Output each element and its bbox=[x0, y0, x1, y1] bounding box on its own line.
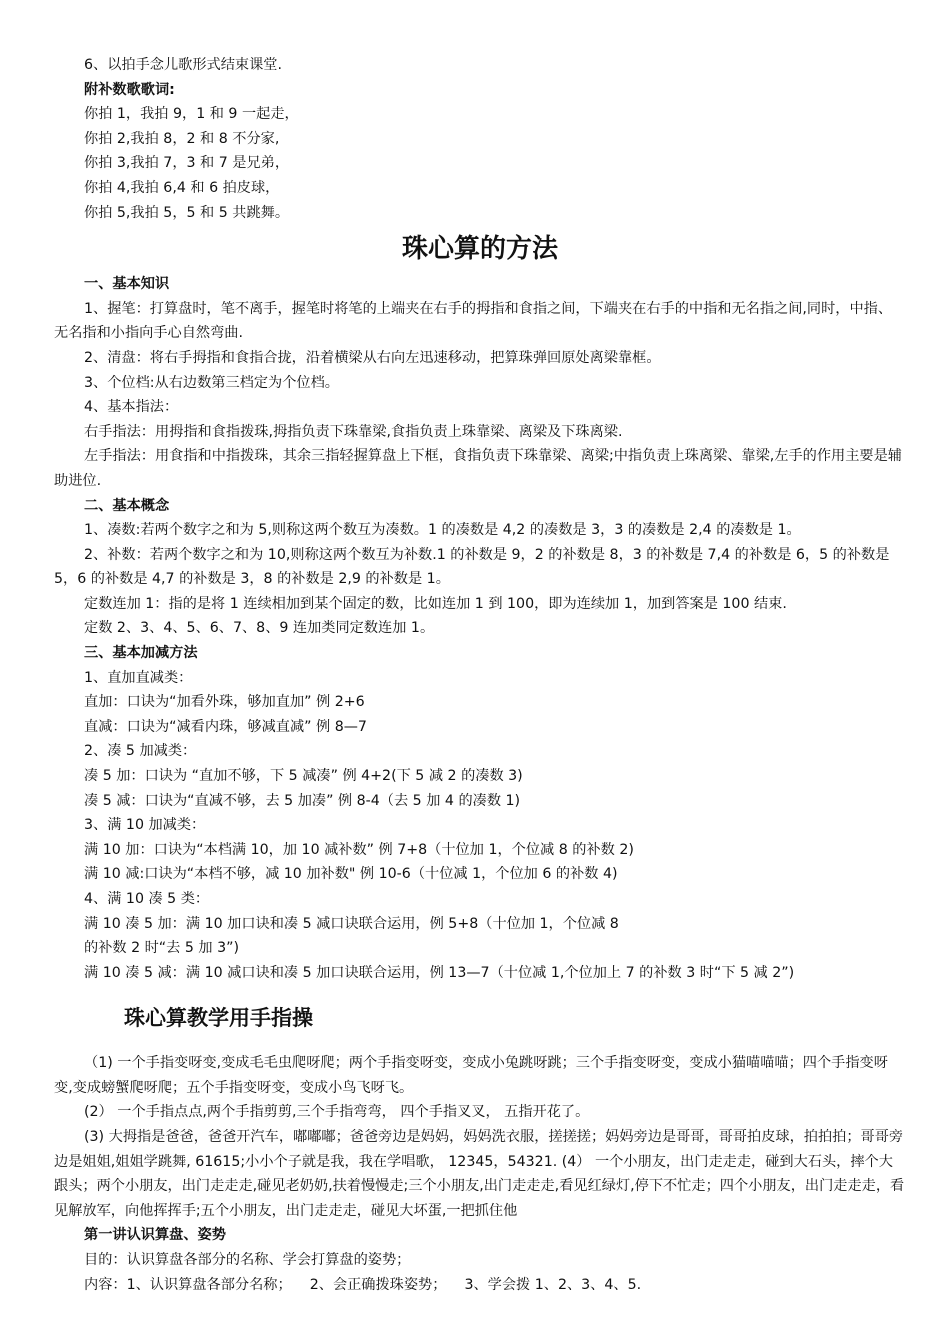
paragraph-fingering: 4、基本指法： bbox=[84, 399, 179, 416]
main-title: 珠心算的方法 bbox=[401, 234, 558, 265]
paragraph-right-hand: 右手指法：用拇指和食指拨珠,拇指负责下珠靠梁,食指负责上珠靠梁、离梁及下珠离梁. bbox=[84, 423, 623, 440]
paragraph-unit-rod: 3、个位档:从右边数第三档定为个位档。 bbox=[84, 374, 339, 391]
lecture-content: 内容：1、认识算盘各部分名称； 2、会正确拨珠姿势； 3、学会拨 1、2、3、4、5. bbox=[84, 1276, 642, 1293]
section-heading-methods: 三、基本加减方法 bbox=[84, 645, 198, 662]
method-line: 的补数 2 时“去 5 加 3”) bbox=[84, 940, 239, 957]
document-page bbox=[54, 53, 906, 1297]
closing-step: 6、以拍手念儿歌形式结束课堂. bbox=[84, 57, 282, 73]
method-line: 满 10 凑 5 加：满 10 加口诀和凑 5 减口诀联合运用，例 5+8（十位加 1，个位减 8 bbox=[84, 915, 619, 932]
finger-paragraph-3: (3) 大拇指是爸爸，爸爸开汽车，嘟嘟嘟；爸爸旁边是妈妈，妈妈洗衣服，搓搓搓；妈妈旁边是哥哥，哥哥拍皮球，拍拍拍；哥哥旁边是姐姐,姐姐学跳舞, 61615;小小个子就是我，我在学唱歌， 12345，54321. (4） 一个小朋友，出门走走走，碰到大石头，摔个大跟头；两个小朋友，出门走走走,碰见老奶奶,扶着慢慢走;三个小朋友,出门走走走,看见红绿灯,停下不忙走；四个小朋友，出门走走走，看见解放军，向他挥挥手;五个小朋友，出门走走走，碰见大坏蛋,一把抓住他 bbox=[54, 1129, 905, 1219]
section-heading-concepts: 二、基本概念 bbox=[84, 497, 170, 514]
song-line: 你拍 3,我拍 7，3 和 7 是兄弟， bbox=[84, 155, 290, 172]
method-line: 直减：口诀为“减看内珠，够减直减” 例 8—7 bbox=[84, 718, 367, 735]
method-line: 2、凑 5 加减类： bbox=[84, 743, 197, 760]
method-line: 满 10 加：口诀为“本档满 10，加 10 减补数” 例 7+8（十位加 1，个位减 8 的补数 2) bbox=[84, 841, 634, 858]
method-line: 3、满 10 加减类： bbox=[84, 817, 206, 834]
lecture-goal: 目的：认识算盘各部分的名称、学会打算盘的姿势； bbox=[84, 1251, 411, 1268]
song-line: 你拍 4,我拍 6,4 和 6 拍皮球， bbox=[84, 179, 280, 196]
paragraph-complement-5: 1、凑数:若两个数字之和为 5,则称这两个数互为凑数。1 的凑数是 4,2 的凑数是 3，3 的凑数是 2,4 的凑数是 1。 bbox=[84, 522, 801, 539]
method-line: 满 10 凑 5 减：满 10 减口诀和凑 5 加口诀联合运用，例 13—7（十位减 1,个位加上 7 的补数 3 时“下 5 减 2”) bbox=[84, 964, 795, 981]
song-line: 你拍 1，我拍 9，1 和 9 一起走， bbox=[84, 106, 299, 123]
method-line: 凑 5 加：口诀为 “直加不够，下 5 减凑” 例 4+2(下 5 减 2 的凑数 3) bbox=[84, 768, 523, 785]
method-line: 1、直加直减类： bbox=[84, 669, 193, 686]
method-line: 直加：口诀为“加看外珠，够加直加” 例 2+6 bbox=[84, 694, 365, 711]
paragraph-left-hand: 左手指法：用食指和中指拨珠，其余三指轻握算盘上下框，食指负责下珠靠梁、离梁;中指负责上珠离梁、靠梁,左手的作用主要是辅助进位. bbox=[54, 448, 902, 489]
song-line: 你拍 2,我拍 8，2 和 8 不分家, bbox=[84, 130, 280, 147]
paragraph-pen-grip: 1、握笔：打算盘时，笔不离手，握笔时将笔的上端夹在右手的拇指和食指之间，下端夹在右手的中指和无名指之间,同时，中指、无名指和小指向手心自然弯曲. bbox=[54, 300, 893, 342]
method-line: 凑 5 减：口诀为“直减不够，去 5 加凑” 例 8-4（去 5 加 4 的凑数 1) bbox=[84, 792, 521, 809]
method-line: 4、满 10 凑 5 类： bbox=[84, 891, 210, 907]
finger-paragraph-2: (2） 一个手指点点,两个手指剪剪,三个手指弯弯， 四个手指叉叉， 五指开花了。 bbox=[84, 1104, 590, 1121]
method-line: 满 10 减:口诀为“本档不够，减 10 加补数" 例 10-6（十位减 1，个位加 6 的补数 4) bbox=[84, 866, 618, 883]
paragraph-clear-abacus: 2、清盘：将右手拇指和食指合拢，沿着横梁从右向左迅速移动，把算珠弹回原处离梁靠框。 bbox=[84, 349, 661, 366]
song-heading: 附补数歌歌词: bbox=[84, 81, 175, 98]
paragraph-complement-10: 2、补数：若两个数字之和为 10,则称这两个数互为补数.1 的补数是 9，2 的补数是 8，3 的补数是 7,4 的补数是 6，5 的补数是 5，6 的补数是 4,7 的补数是 3，8 的补数是 2,9 的补数是 1。 bbox=[54, 546, 890, 588]
paragraph-fixed-add-others: 定数 2、3、4、5、6、7、8、9 连加类同定数连加 1。 bbox=[84, 620, 435, 637]
lecture-heading: 第一讲认识算盘、姿势 bbox=[84, 1227, 226, 1244]
finger-paragraph-1: （1) 一个手指变呀变,变成毛毛虫爬呀爬；两个手指变呀变，变成小兔跳呀跳；三个手指变呀变，变成小猫喵喵喵；四个手指变呀变,变成螃蟹爬呀爬；五个手指变呀变，变成小鸟飞呀飞。 bbox=[54, 1055, 888, 1096]
song-line: 你拍 5,我拍 5，5 和 5 共跳舞。 bbox=[84, 204, 290, 221]
finger-exercise-title: 珠心算教学用手指操 bbox=[124, 1005, 313, 1030]
section-heading-basics: 一、基本知识 bbox=[84, 276, 170, 293]
paragraph-fixed-add: 定数连加 1：指的是将 1 连续相加到某个固定的数，比如连加 1 到 100，即为连续加 1，加到答案是 100 结束. bbox=[84, 595, 787, 612]
